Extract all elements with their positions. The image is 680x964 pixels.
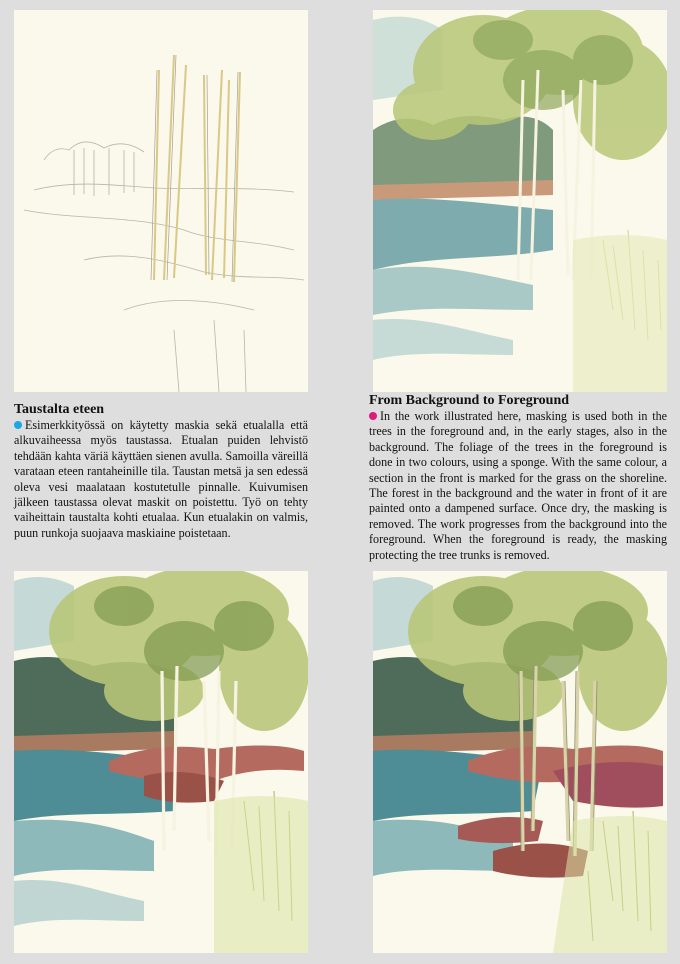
finnish-body-text: Esimerkkityössä on käytetty maskia sekä etualalla että alkuvaiheessa myös taustassa. Etualan puiden lehvistö tehdään kahta väriä käyttäen sienen avulla. Samoilla väreillä varataan eteen rantaheinille tila. Taustan metsä ja sen edessä oleva vesi maalataan kostutetulle pinnalle. Kuivumisen jälkeen taustassa olevat maskit on poistettu. Työ on tehty vaiheittain taustalta kohti etualaa. Kun etualakin on valmis, puun runkoja suojaava maskiaine poistetaan.: [14, 418, 308, 540]
background-painting: [373, 10, 667, 392]
rocks-painting: [14, 571, 308, 953]
pencil-sketch-painting: [14, 10, 308, 392]
english-heading: From Background to Foreground: [369, 393, 570, 408]
finnish-body: [14, 418, 308, 541]
finished-painting: [373, 571, 667, 953]
finnish-heading: Taustalta eteen: [14, 402, 105, 417]
english-body: [369, 409, 667, 563]
stage2-image: [373, 10, 667, 392]
english-text-block: [369, 392, 667, 563]
english-body-text: In the work illustrated here, masking is used both in the trees in the foreground and, in the early stages, also in the background. The foliage of the trees in the foreground is done in two colours, using a sponge. With the same colour, a section in the front is marked for the grass on the shoreline. The forest in the background and the water in front of it are painted onto a dampened surface. Once dry, the masking is removed. The work progresses from the background into the foreground. When the foreground is ready, the masking protecting the tree trunks is removed.: [369, 409, 667, 562]
stage1-image: [14, 10, 308, 392]
bullet-icon: [14, 421, 22, 429]
stage3-image: [14, 571, 308, 953]
finnish-text-block: [14, 401, 308, 541]
stage4-image: [373, 571, 667, 953]
bullet-icon: [369, 412, 377, 420]
